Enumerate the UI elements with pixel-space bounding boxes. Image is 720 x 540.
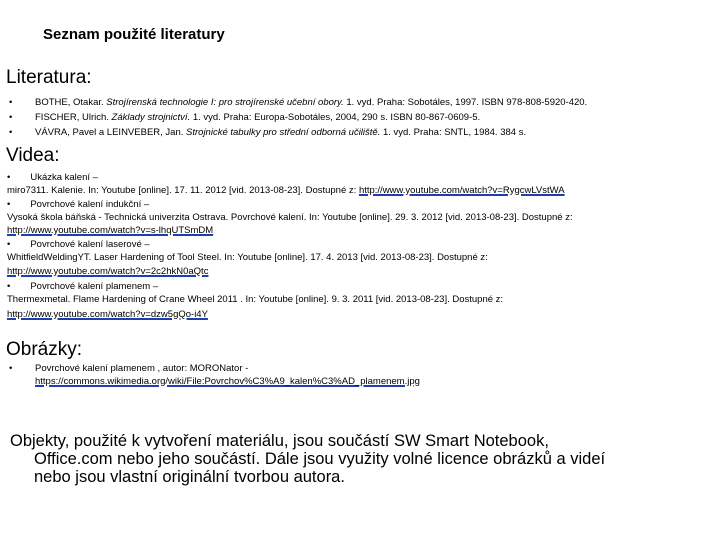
obrazky-item — [9, 362, 709, 390]
footer-line: nebo jsou vlastní originální tvorbou autora. — [34, 468, 345, 486]
literatura-heading: Literatura: — [6, 67, 92, 88]
video-title: Ukázka kalení – — [30, 172, 98, 183]
bullet: • — [9, 127, 13, 138]
video-title-row — [7, 280, 713, 293]
bullet: • — [9, 97, 13, 108]
bullet: • — [9, 112, 13, 123]
bullet: • — [7, 172, 11, 183]
bullet: • — [7, 281, 11, 292]
video-title: Povrchové kalení plamenem – — [30, 281, 159, 292]
video-link-row — [7, 224, 713, 237]
video-citation: Thermexmetal. Flame Hardening of Crane Wheel 2011 . In: Youtube [online]. 9. 3. 2011 [vid. 2013-08-23]. Dostupné z: — [7, 294, 504, 305]
page-title: Seznam použité literatury — [43, 26, 225, 43]
bullet: • — [7, 239, 11, 250]
video-link-row — [7, 308, 713, 321]
video-citation: Vysoká škola báňská - Technická univerzita Ostrava. Povrchové kalení. In: Youtube [online]. 29. 3. 2012 [vid. 2013-08-23]. Dostupné z: — [7, 212, 573, 223]
citation-text: miro7311. Kalenie. In: Youtube [online]. 17. 11. 2012 [vid. 2013-08-23]. Dostupné z: — [7, 185, 359, 196]
video-link[interactable]: http://www.youtube.com/watch?v=dzw5gQo-i4Y — [7, 309, 208, 320]
videa-heading: Videa: — [6, 145, 60, 166]
citation-text: VÁVRA, Pavel a LEINVEBER, Jan. Strojnické tabulky pro střední odborná učiliště. 1. vyd. Praha: SNTL, 1984. 384 s. — [35, 127, 527, 138]
video-citation: WhitfieldWeldingYT. Laser Hardening of Tool Steel. In: Youtube [online]. 17. 4. 2013 [vid. 2013-08-23]. Dostupné z: — [7, 252, 488, 263]
citation-text: FISCHER, Ulrich. Základy strojnictví. 1. vyd. Praha: Europa-Sobotáles, 2004, 290 s. ISBN 80-867-0609-5. — [35, 112, 481, 123]
citation-text: BOTHE, Otakar. Strojírenská technologie I: pro strojírenské učební obory. 1. vyd. Praha: Sobotáles, 1997. ISBN 978-808-5920-420. — [35, 97, 588, 108]
video-title: Povrchové kalení laserové – — [30, 239, 150, 250]
video-title-row — [7, 171, 713, 184]
video-title: Povrchové kalení indukční – — [30, 199, 150, 210]
image-link[interactable]: https://commons.wikimedia.org/wiki/File:Povrchov%C3%A9_kalen%C3%AD_plamenem.jpg — [35, 376, 420, 387]
obrazky-heading: Obrázky: — [6, 339, 83, 360]
video-link[interactable]: http://www.youtube.com/watch?v=RygcwLVstWA — [358, 185, 565, 196]
video-link[interactable]: http://www.youtube.com/watch?v=s-lhqUTSmDM — [7, 225, 214, 236]
image-credit: Povrchové kalení plamenem , autor: MORONator - — [35, 363, 249, 374]
footer-line: Objekty, použité k vytvoření materiálu, jsou součástí SW Smart Notebook, — [10, 432, 549, 450]
bullet: • — [7, 199, 11, 210]
footer-line: Office.com nebo jeho součástí. Dále jsou využity volné licence obrázků a videí — [34, 450, 606, 468]
bullet: • — [9, 363, 13, 374]
video-link-row — [7, 265, 713, 278]
video-citation — [7, 184, 713, 197]
video-title-row — [7, 238, 713, 251]
footer-note — [10, 432, 715, 486]
video-link[interactable]: http://www.youtube.com/watch?v=2c2hkN0aQtc — [7, 266, 209, 277]
video-title-row — [7, 198, 713, 211]
